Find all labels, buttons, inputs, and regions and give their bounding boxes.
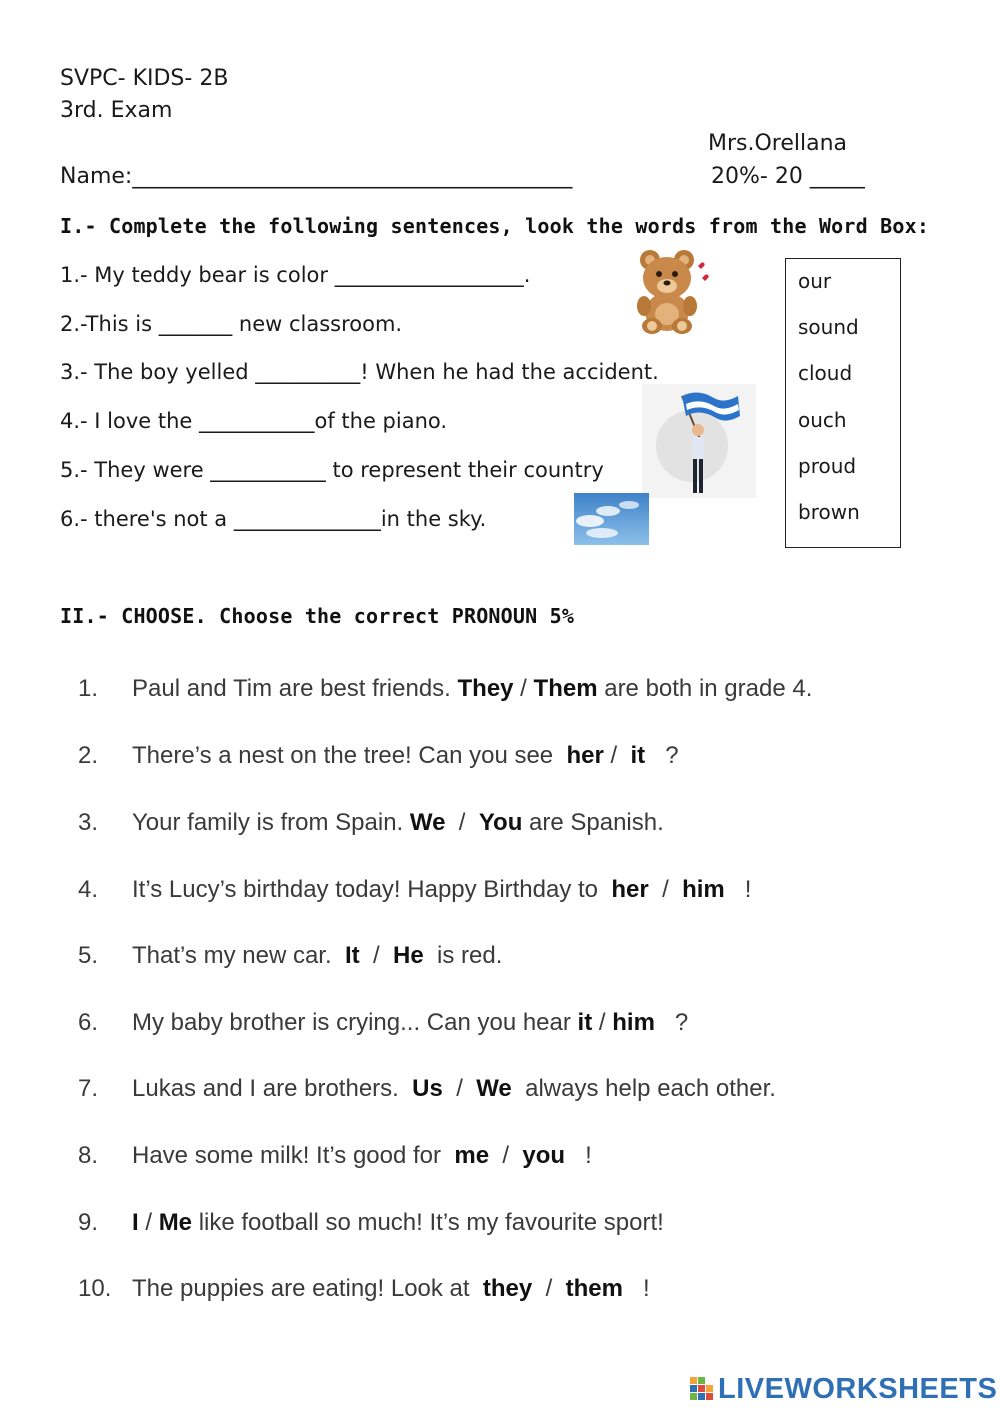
question-number: 5. (78, 942, 99, 969)
word-box-item: ouch (798, 408, 847, 432)
question-number: 7. (78, 1075, 99, 1102)
option-separator: / (445, 809, 479, 836)
pronoun-option-1[interactable]: I (132, 1209, 139, 1236)
word-box (785, 258, 901, 548)
option-separator: / (442, 1075, 477, 1102)
pronoun-option-2[interactable]: Me (158, 1209, 193, 1236)
teacher-name: Mrs.Orellana (708, 131, 848, 156)
option-separator: / (489, 1142, 523, 1169)
option-separator: / (532, 1275, 566, 1302)
pronoun-option-2[interactable]: you (522, 1142, 566, 1169)
sentence-1[interactable]: 1.- My teddy bear is color __________________. (60, 263, 531, 287)
liveworksheets-logo-icon (690, 1377, 714, 1401)
sentence-5[interactable]: 5.- They were ___________ to represent their country (60, 458, 604, 482)
teddy-bear-icon (632, 244, 712, 336)
question-number: 8. (78, 1142, 99, 1169)
pronoun-option-2[interactable]: Them (533, 675, 598, 702)
question-text-after: ! (565, 1142, 592, 1169)
option-separator: / (592, 1009, 613, 1036)
question-number: 4. (78, 876, 99, 903)
sentence-2[interactable]: 2.-This is _______ new classroom. (60, 312, 403, 336)
pronoun-option-1[interactable]: her (566, 742, 604, 769)
pronoun-option-1[interactable]: me (454, 1142, 490, 1169)
pronoun-option-2[interactable]: it (630, 742, 646, 769)
class-label: SVPC- KIDS- 2B (60, 66, 229, 91)
question-text-after: always help each other. (511, 1075, 776, 1102)
pronoun-question (78, 942, 502, 970)
pronoun-option-1[interactable]: It (344, 942, 360, 969)
question-text-after: is red. (423, 942, 503, 969)
exam-label: 3rd. Exam (60, 98, 173, 123)
question-text-before: The puppies are eating! Look at (132, 1275, 483, 1302)
sky-clouds-icon (574, 493, 649, 545)
score-field[interactable]: 20%- 20 _____ (711, 164, 865, 189)
section-2-title: II.- CHOOSE. Choose the correct PRONOUN 5% (60, 604, 575, 628)
question-number: 6. (78, 1009, 99, 1036)
section-1-title: I.- Complete the following sentences, look the words from the Word Box: (60, 214, 930, 238)
pronoun-option-2[interactable]: We (476, 1075, 512, 1102)
pronoun-option-2[interactable]: You (478, 809, 523, 836)
word-box-item: cloud (798, 361, 853, 385)
word-box-item: proud (798, 454, 857, 478)
question-text-after: ! (724, 876, 752, 903)
liveworksheets-logo-text: LIVEWORKSHEETS (718, 1373, 998, 1405)
question-text-before: It’s Lucy’s birthday today! Happy Birthday to (132, 876, 612, 903)
question-text-after: are both in grade 4. (597, 675, 813, 702)
question-number: 1. (78, 675, 99, 702)
question-text-after: ? (645, 742, 679, 769)
sentence-4[interactable]: 4.- I love the ___________of the piano. (60, 409, 448, 433)
question-text-before: Your family is from Spain. (132, 809, 410, 836)
pronoun-question (78, 742, 679, 770)
liveworksheets-logo (690, 1373, 997, 1406)
pronoun-option-1[interactable]: We (409, 809, 446, 836)
question-text-before: There’s a nest on the tree! Can you see (132, 742, 567, 769)
question-text-after: ? (654, 1009, 689, 1036)
pronoun-question (78, 1209, 664, 1237)
option-separator: / (513, 675, 534, 702)
question-text-after: ! (622, 1275, 650, 1302)
option-separator: / (138, 1209, 159, 1236)
question-number: 9. (78, 1209, 99, 1236)
pronoun-question (78, 1275, 650, 1303)
question-text-before: Lukas and I are brothers. (132, 1075, 413, 1102)
question-text-after: like football so much! It’s my favourite sport! (192, 1209, 664, 1236)
pronoun-option-2[interactable]: him (682, 876, 725, 903)
pronoun-option-2[interactable]: He (392, 942, 424, 969)
word-box-item: brown (798, 500, 860, 524)
question-text-before: That’s my new car. (132, 942, 345, 969)
question-text-before: My baby brother is crying... Can you hear (132, 1009, 578, 1036)
pronoun-question (78, 1075, 776, 1103)
option-separator: / (359, 942, 393, 969)
pronoun-option-2[interactable]: them (565, 1275, 623, 1302)
question-text-before: Paul and Tim are best friends. (132, 675, 458, 702)
pronoun-option-1[interactable]: they (482, 1275, 533, 1302)
pronoun-question (78, 1142, 592, 1170)
flag-person-icon (642, 384, 756, 498)
sentence-6[interactable]: 6.- there's not a ______________in the sky. (60, 507, 487, 531)
sentence-3[interactable]: 3.- The boy yelled __________! When he had the accident. (60, 360, 659, 384)
pronoun-option-1[interactable]: it (577, 1009, 593, 1036)
pronoun-option-2[interactable]: him (612, 1009, 655, 1036)
pronoun-question (78, 1009, 688, 1037)
pronoun-question (78, 876, 751, 904)
pronoun-option-1[interactable]: Us (412, 1075, 443, 1102)
pronoun-question (78, 675, 812, 703)
question-number: 10. (78, 1275, 112, 1302)
pronoun-option-1[interactable]: They (457, 675, 514, 702)
question-number: 3. (78, 809, 99, 836)
word-box-item: sound (798, 315, 859, 339)
pronoun-question (78, 809, 664, 837)
question-text-after: are Spanish. (522, 809, 664, 836)
option-separator: / (603, 742, 631, 769)
option-separator: / (648, 876, 683, 903)
word-box-item: our (798, 269, 832, 293)
question-text-before: Have some milk! It’s good for (132, 1142, 455, 1169)
student-name-field[interactable]: Name:________________________________________ (60, 164, 573, 189)
pronoun-option-1[interactable]: her (611, 876, 649, 903)
question-number: 2. (78, 742, 99, 769)
